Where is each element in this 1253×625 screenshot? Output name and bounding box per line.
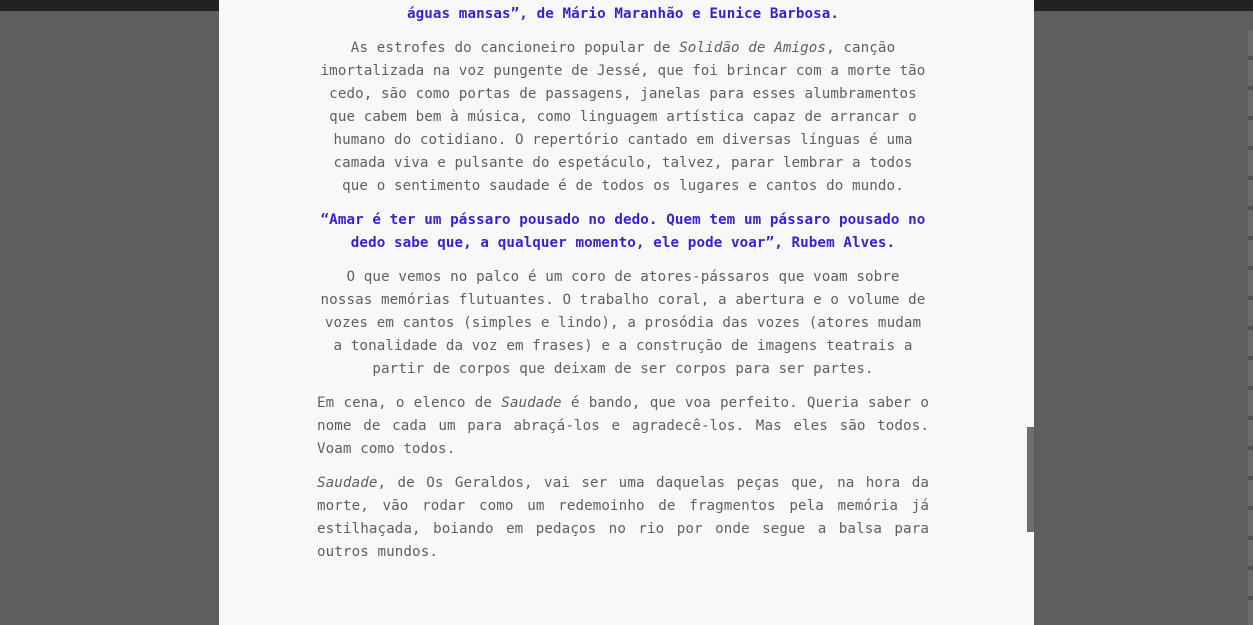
- song-quote-ending: águas mansas”, de Mário Maranhão e Eunice Barbosa.: [406, 6, 840, 22]
- paragraph-text: As estrofes do cancioneiro popular de: [350, 40, 680, 57]
- paragraph-elenco: [317, 392, 929, 461]
- reader-view-panel: [219, 0, 1034, 625]
- right-edge-background-panel: [1248, 30, 1253, 625]
- play-title: Saudade: [317, 474, 378, 491]
- play-title: Saudade: [501, 394, 562, 411]
- paragraph-solidao-de-amigos: [317, 37, 929, 197]
- reader-scrollbar-thumb[interactable]: [1027, 427, 1034, 532]
- song-title: Solidão de Amigos: [679, 40, 827, 57]
- paragraph-text: Em cena, o elenco de: [317, 394, 502, 411]
- paragraph-coro-de-atores: O que vemos no palco é um coro de atores-pássaros que voam sobre nossas memórias flutuantes. O trabalho coral, a abertura e o volume de vozes em cantos (simples e lindo), a prosódia das vozes (atores mudam a tonalidade da voz em frases) e a construção de imagens teatrais a partir de corpos que deixam de ser corpos para ser partes.: [320, 268, 926, 377]
- rubem-alves-quote: “Amar é ter um pássaro pousado no dedo. Quem tem um pássaro pousado no dedo sabe que, a qualquer momento, ele pode voar”, Rubem Alves.: [320, 211, 926, 251]
- paragraph-saudade-os-geraldos: [317, 472, 929, 564]
- paragraph-text: , canção imortalizada na voz pungente de Jessé, que foi brincar com a morte tão cedo, são como portas de passagens, janelas para esses alumbramentos que cabem bem à música, como linguagem artística capaz de arrancar o humano do cotidiano. O repertório cantado em diversas línguas é uma camada viva e pulsante do espetáculo, talvez, parar lembrar a todos que o sentimento saudade é de todos os lugares e cantos do mundo.: [320, 40, 926, 194]
- paragraph-text: , de Os Geraldos, vai ser uma daquelas peças que, na hora da morte, vão rodar como um redemoinho de fragmentos pela memória já estilhaçada, boiando em pedaços no rio por onde segue a balsa para outros mundos.: [317, 474, 929, 560]
- article-body: [317, 3, 929, 575]
- paragraph-text: é bando, que voa perfeito. Queria saber o nome de cada um para abraçá-los e agradecê-los. Mas eles são todos. Voam como todos.: [317, 394, 929, 457]
